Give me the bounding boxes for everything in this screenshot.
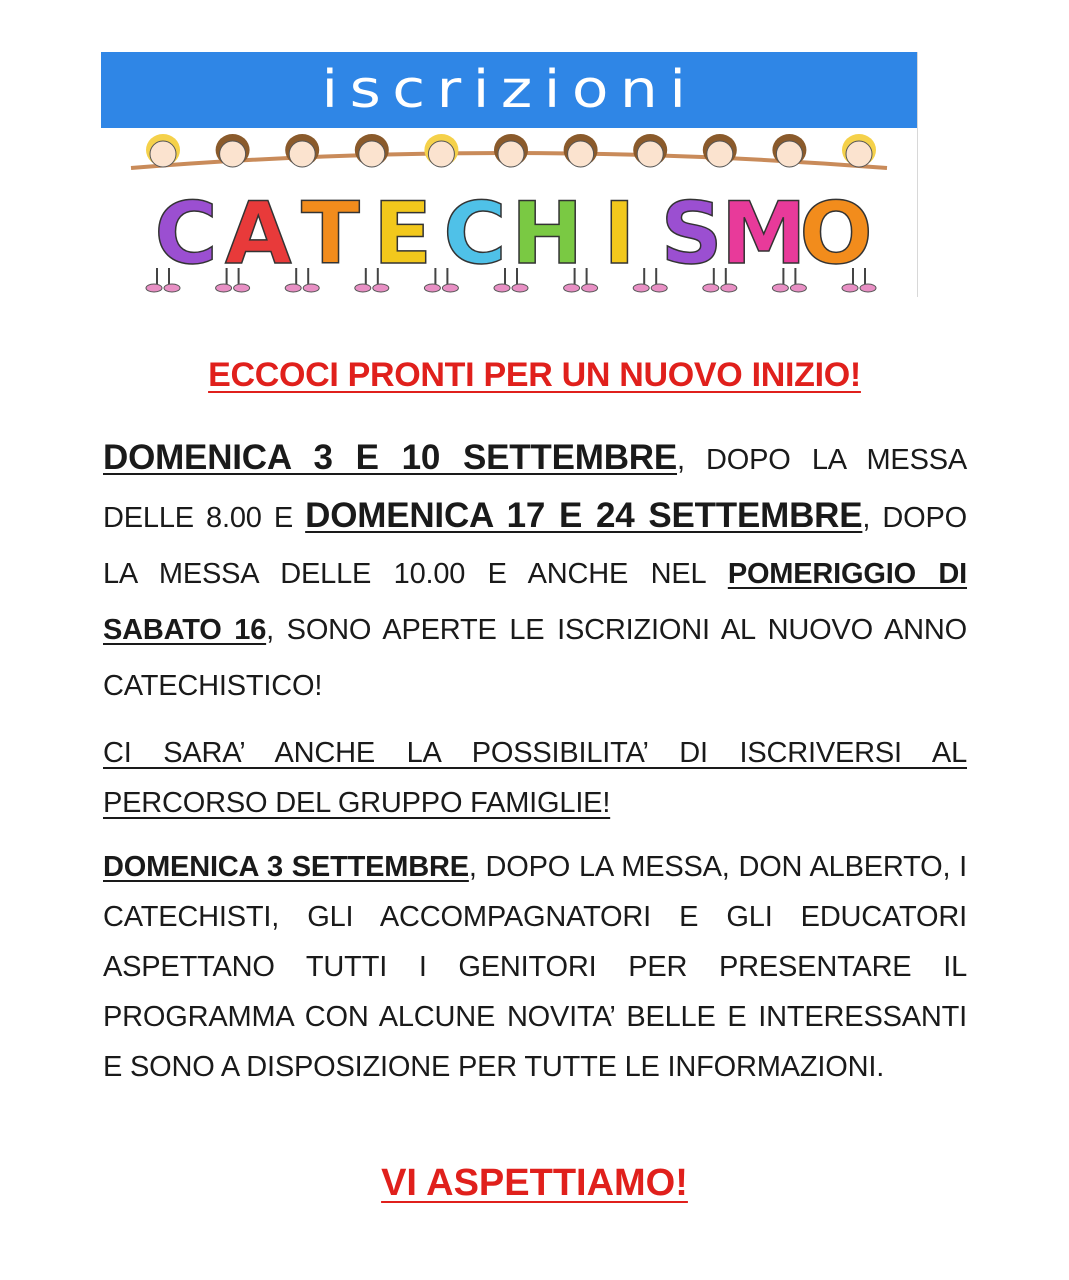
- banner-title: iscrizioni: [321, 60, 697, 120]
- family-group-paragraph: [103, 728, 967, 828]
- art-letter: S: [660, 184, 723, 284]
- date-sunday-3: DOMENICA 3 SETTEMBRE: [103, 851, 469, 883]
- catechism-kids-illustration: [101, 128, 917, 297]
- art-letter: M: [720, 184, 807, 284]
- headline: ECCOCI PRONTI PER UN NUOVO INIZIO!: [208, 356, 861, 394]
- announcement-body: [103, 430, 967, 1106]
- paragraph1-text1: , DOPO LA MESSA DELLE 8.00 E: [103, 444, 967, 534]
- registration-dates-paragraph: [103, 430, 967, 714]
- art-letter: I: [603, 184, 636, 284]
- art-letter: C: [443, 184, 507, 284]
- closing-line: VI ASPETTIAMO!: [381, 1162, 688, 1204]
- family-group-text: CI SARA’ ANCHE LA POSSIBILITA’ DI ISCRIVERSI AL PERCORSO DEL GRUPPO FAMIGLIE!: [103, 737, 967, 819]
- parents-meeting-text: , DOPO LA MESSA, DON ALBERTO, I CATECHISTI, GLI ACCOMPAGNATORI E GLI EDUCATORI ASPETTANO TUTTI I GENITORI PER PRESENTARE IL PROGRAMMA CON ALCUNE NOVITA’ BELLE E INTERESSANTI E SONO A DISPOSIZIONE PER TUTTE LE INFORMAZIONI.: [103, 851, 967, 1083]
- art-letter: T: [301, 184, 360, 284]
- banner-title-bar: [101, 52, 917, 128]
- art-letter: A: [224, 184, 292, 284]
- paragraph1-text2: , DOPO LA MESSA DELLE 10.00 E ANCHE NEL: [103, 502, 967, 590]
- date-sunday-17-24: DOMENICA 17 E 24 SETTEMBRE: [305, 496, 863, 535]
- art-letter: E: [373, 184, 433, 284]
- banner: [101, 52, 918, 297]
- parents-meeting-paragraph: [103, 842, 967, 1092]
- paragraph1-text3: , SONO APERTE LE ISCRIZIONI AL NUOVO ANNO CATECHISTICO!: [103, 614, 968, 702]
- art-letter: O: [799, 184, 873, 284]
- date-saturday-16: POMERIGGIO DI SABATO 16: [103, 558, 967, 646]
- art-letter: C: [154, 184, 218, 284]
- date-sunday-3-10: DOMENICA 3 E 10 SETTEMBRE: [103, 438, 678, 477]
- art-letter: H: [511, 184, 584, 284]
